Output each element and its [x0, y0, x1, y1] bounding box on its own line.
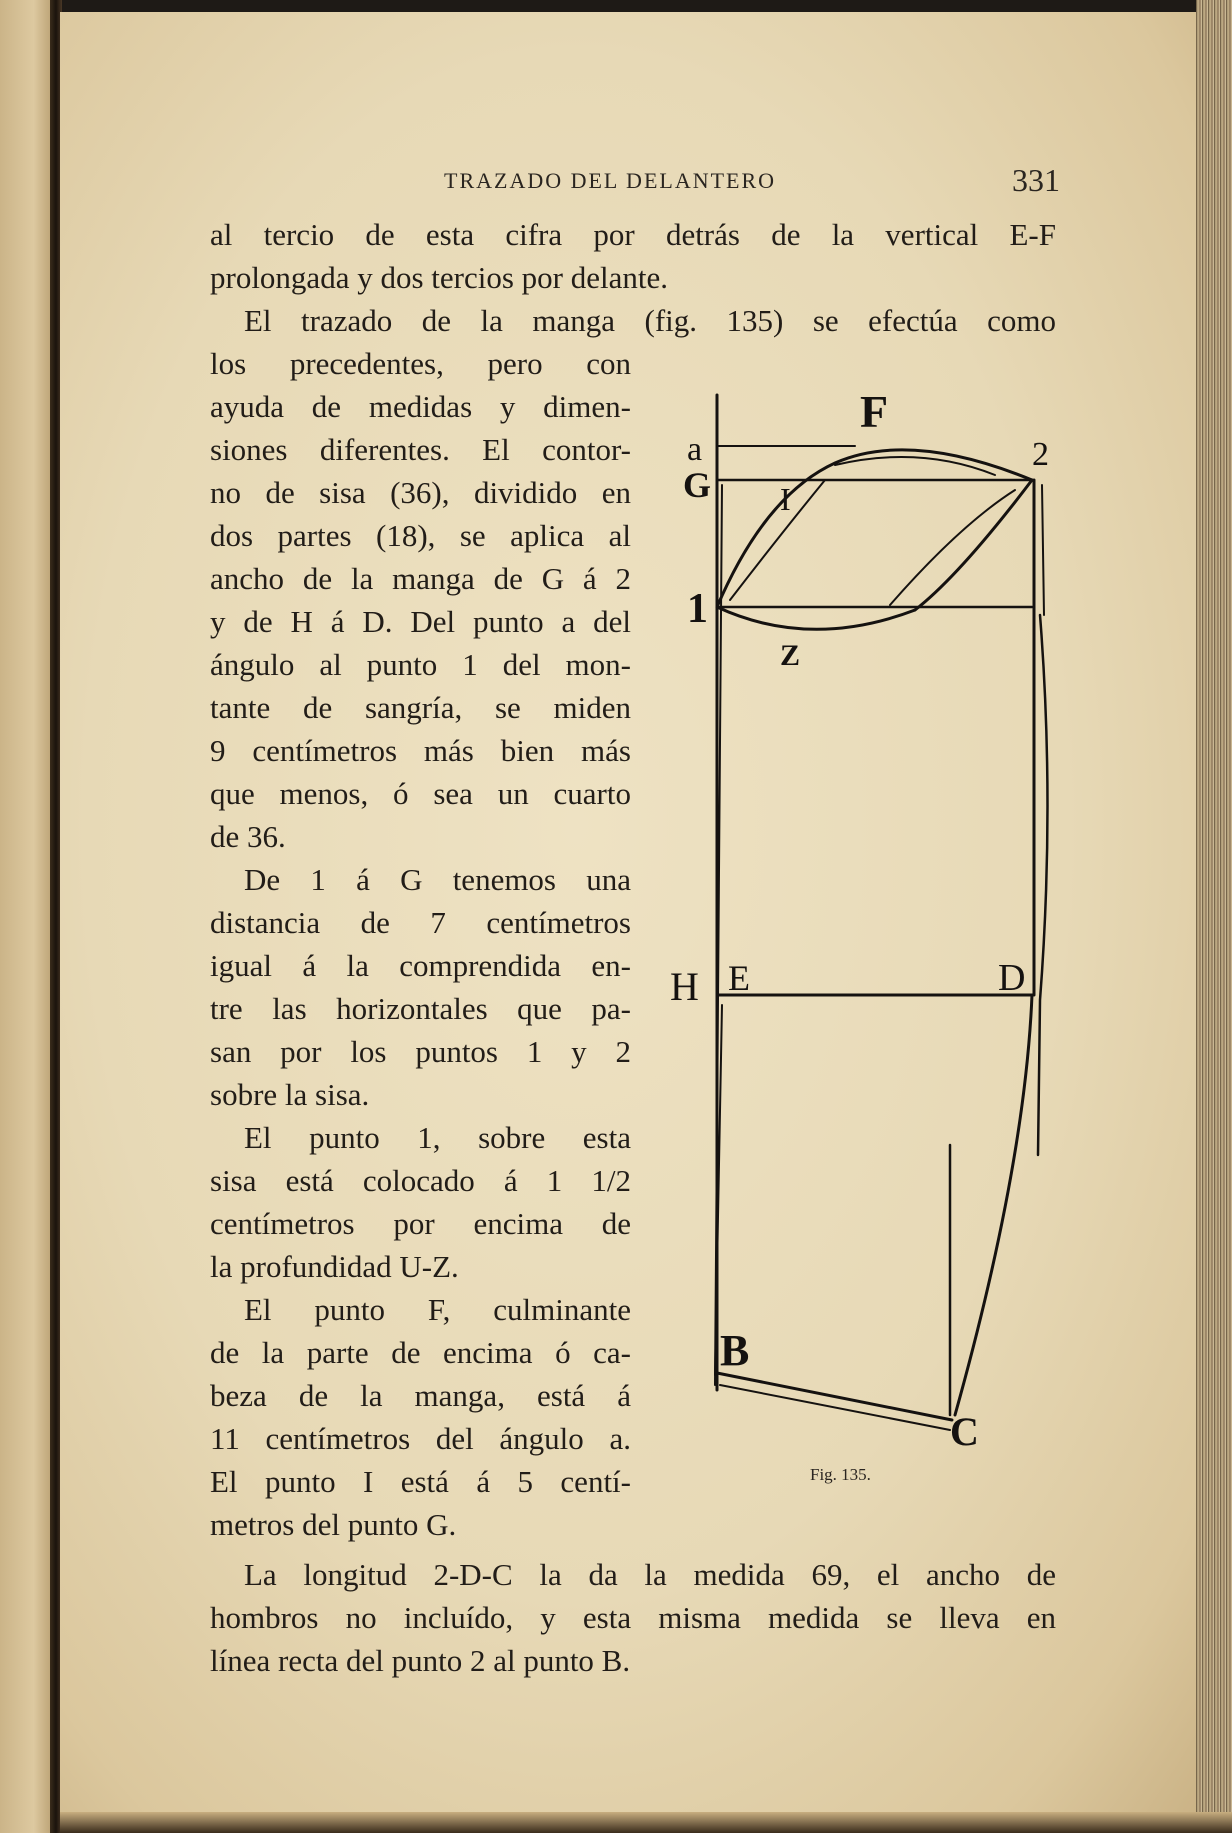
label-2: 2 [1032, 436, 1049, 473]
figure-caption: Fig. 135. [810, 1465, 871, 1484]
upper-cap-curve [717, 450, 1032, 607]
under-cap-rise [915, 480, 1032, 610]
previous-page-edge [0, 0, 56, 1833]
text-line: tre las horizontales que pa- [210, 991, 631, 1026]
text-line: ancho de la manga de G á 2 [210, 561, 631, 596]
text-line: La longitud 2-D-C la da la medida 69, el ancho de [244, 1557, 1056, 1592]
wrist-line-lower [720, 1385, 950, 1430]
text-line: los precedentes, pero con [210, 346, 631, 381]
text-line: dos partes (18), se aplica al [210, 518, 631, 553]
label-f: F [860, 386, 889, 437]
text-line: centímetros por encima de [210, 1206, 631, 1241]
text-line: beza de la manga, está á [210, 1378, 631, 1413]
page-stack-edge [1196, 0, 1232, 1833]
text-line: línea recta del punto 2 al punto B. [210, 1643, 631, 1678]
text-line: que menos, ó sea un cuarto [210, 776, 631, 811]
label-e: E [728, 958, 750, 998]
label-z: Z [780, 639, 801, 672]
text-line: la profundidad U-Z. [210, 1249, 459, 1284]
text-line: al tercio de esta cifra por detrás de la vertical E-F [210, 217, 1056, 252]
text-line: De 1 á G tenemos una [244, 862, 631, 897]
cap-diagonal [730, 480, 825, 600]
label-b: B [720, 1326, 750, 1375]
text-line: hombros no incluído, y esta misma medida se lleva en [210, 1600, 1056, 1635]
running-head-title: TRAZADO DEL DELANTERO [444, 168, 777, 193]
right-outer-line [1042, 485, 1044, 615]
label-1: 1 [687, 586, 708, 632]
text-line: san por los puntos 1 y 2 [210, 1034, 631, 1069]
text-line: El punto I está á 5 centí- [210, 1464, 631, 1499]
text-line: El punto 1, sobre esta [244, 1120, 631, 1155]
label-h: H [670, 964, 699, 1009]
outer-seam-curve [955, 995, 1032, 1415]
text-line: ayuda de medidas y dimen- [210, 389, 631, 424]
text-line: de la parte de encima ó ca- [210, 1335, 631, 1370]
text-line: de 36. [210, 819, 286, 854]
text-line: y de H á D. Del punto a del [210, 604, 631, 639]
text-line: sisa está colocado á 1 1/2 [210, 1163, 631, 1198]
page-number: 331 [1012, 162, 1060, 198]
label-i: I [780, 481, 791, 517]
text-line: igual á la comprendida en- [210, 948, 631, 983]
label-a: a [687, 431, 703, 468]
label-g: G [683, 465, 712, 505]
cap-diagonal-right [890, 490, 1015, 605]
under-cap-curve [717, 607, 915, 629]
running-head [210, 162, 1060, 208]
label-c: C [950, 1409, 979, 1454]
text-line: sobre la sisa. [210, 1077, 370, 1112]
label-d: D [998, 957, 1026, 999]
text-line: prolongada y dos tercios por delante. [210, 260, 668, 295]
sleeve-pattern-figure [660, 385, 1080, 1510]
text-line: distancia de 7 centímetros [210, 905, 631, 940]
right-curve [1038, 615, 1048, 1155]
text-line: ángulo al punto 1 del mon- [210, 647, 631, 682]
text-line: 11 centímetros del ángulo a. [210, 1421, 631, 1456]
page-bottom-edge [60, 1812, 1232, 1833]
text-line: El trazado de la manga (fig. 135) se efectúa como [244, 303, 1056, 338]
text-line: metros del punto G. [210, 1507, 457, 1542]
wrist-line [717, 1373, 952, 1420]
text-line: tante de sangría, se miden [210, 690, 631, 725]
text-line: El punto F, culminante [244, 1292, 631, 1327]
text-line: 9 centímetros más bien más [210, 733, 631, 768]
text-line: siones diferentes. El contor- [210, 432, 631, 467]
text-line: no de sisa (36), dividido en [210, 475, 631, 510]
